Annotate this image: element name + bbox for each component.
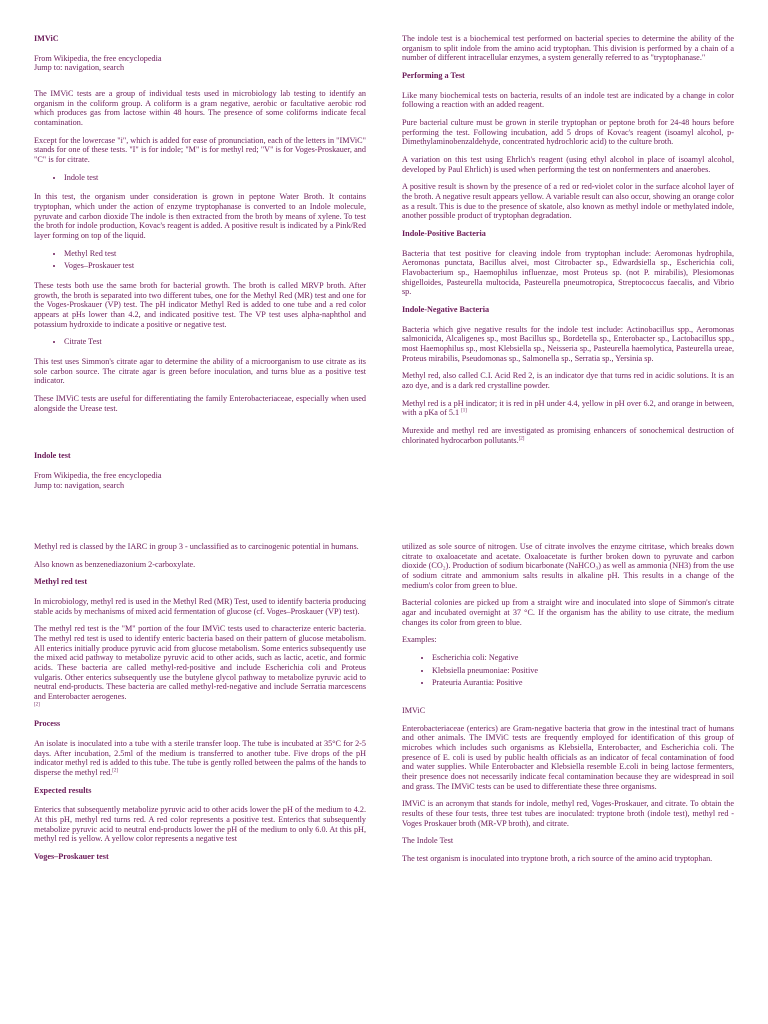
acronym-paragraph: IMViC is an acronym that stands for indole, methyl red, Voges-Proskauer, and citrate. To obtain the results of these four tests, three test tubes are inoculated: tryptone broth (indole test), methyl red - Voges Proskauer broth (MR-VP broth), and citrate. [402, 799, 734, 828]
list-item: • Indole test [64, 173, 366, 183]
imvic-intro: The IMViC tests are a group of individual tests used in microbiology lab testing to identify an organism in the coliform group. A coliform is a gram negative, aerobic or facultative aerobic rod which produces gas from lactose within 48 hours. The presence of some coliforms indicate fecal contamination. [34, 89, 366, 128]
indole-test-title: Indole test [34, 451, 71, 461]
imvic-title: IMViC [34, 34, 59, 43]
bullet-list-citrate [34, 337, 366, 347]
iarc-paragraph: Methyl red is classed by the IARC in group 3 - unclassified as to carcinogenic potential in humans. [34, 542, 359, 551]
process-paragraph [34, 739, 366, 778]
performing-paragraph-1: Like many biochemical tests on bacteria, results of an indole test are indicated by a change in color following a reaction with an added reagent. [402, 90, 734, 110]
imvic-subtitle: IMViC [402, 706, 426, 716]
murexide-paragraph [402, 426, 734, 445]
wiki-source: From Wikipedia, the free encyclopedia Jump to: navigation, search [34, 471, 162, 490]
reference-mark: [2] [518, 436, 525, 442]
list-item: • Prateuria Aurantia: Positive [432, 678, 734, 688]
indole-paragraph: In this test, the organism under consideration is grown in peptone Water Broth. It contains tryptophan, which under the action of enzyme tryptophanase is converted to an Indole molecule, pyruvate and carbon dioxide The indole is then extracted from the broth by means of xylene. To test the broth for indole production, Kovac's reagent is added. A positive result is indicated by a Pink/Red layer forming on top of the liquid. [34, 192, 366, 241]
murexide-text: Murexide and methyl red are investigated as promising enhancers of sonochemical destruction of chlorinated hydrocarbon pollutants. [402, 426, 734, 445]
examples-list [402, 653, 734, 688]
page-bottom [0, 512, 768, 1024]
methyl-red-ph [402, 399, 734, 418]
methyl-red-ph-text: Methyl red is a pH indicator; it is red in pH under 4.4, yellow in pH over 6.2, and orange in between, with a pKa of 5.1 [402, 398, 734, 418]
process-heading: Process [34, 719, 61, 729]
citrate-paragraph: This test uses Simmon's citrate agar to determine the ability of a microorganism to use citrate as its sole carbon source. The citrate agar is green before inoculation, and turns blue as a positive test indicator. [34, 357, 366, 386]
examples-label: Examples: [402, 635, 437, 645]
indole-test-label: The Indole Test [402, 836, 454, 846]
enterobacteriaceae-paragraph: Enterobacteriaceae (enterics) are Gram-negative bacteria that grow in the intestinal tract of humans and other animals. The IMViC tests are frequently employed for identification of this group of microbes which includes such organisms as Klebsiella, Enterobacter, and Escherichia coli. The presence of E. coli is used by public health officials as an indicator of fecal contamination of food and water supplies. While Enterobacter and Klebsiella resemble E.coli in being lactose fermenters, their presence does not necessarily indicate fecal contamination because they are widespread in soil and grass. The IMViC tests can be used to differentiate these three organisms. [402, 723, 734, 791]
m-portion-paragraph [34, 624, 366, 711]
top-right-column [402, 34, 734, 454]
list-item: • Escherichia coli: Negative [432, 653, 734, 663]
bullet-list-indole [34, 173, 366, 183]
performing-heading: Performing a Test [402, 71, 465, 81]
also-known-paragraph: Also known as benzenediazonium 2-carboxylate. [34, 559, 196, 569]
vp-heading: Voges–Proskauer test [34, 852, 109, 862]
bullet-list-mr-vp [34, 249, 366, 271]
methyl-red-test-heading: Methyl red test [34, 577, 88, 587]
reference-mark: [2] [112, 768, 119, 774]
process-text: An isolate is inoculated into a tube with a sterile transfer loop. The tube is incubated at 35°C for 2-5 days. After incubation, 2.5ml of the medium is transferred to another tube. Five drops of the pH indicator methyl red is added to this tube. The tube is gently rolled between the palms of the hands to disperse the methyl red. [34, 739, 366, 778]
bottom-right-column [402, 542, 734, 872]
negative-heading: Indole-Negative Bacteria [402, 305, 490, 315]
positive-paragraph: Bacteria that test positive for cleaving indole from tryptophan include: Aeromonas hydrophila, Aeromonas punctata, Bacillus alvei, most Citrobacter sp., Edwardsiella sp., Escherichia coli, Flavobacterium sp., Haemophilus influenzae, most Proteus sp. (not P. mirabilis), Plesiomonas shigelloides, Pasteurella multocida, Pasteurella pneumotropica, Streptococcus faecalis, and Vibrio sp. [402, 248, 734, 297]
methyl-red-definition: Methyl red, also called C.I. Acid Red 2, is an indicator dye that turns red in acidic solutions. It is an azo dye, and is a dark red crystalline powder. [402, 371, 734, 391]
list-item: • Methyl Red test [64, 249, 366, 259]
positive-heading: Indole-Positive Bacteria [402, 229, 486, 239]
performing-paragraph-4: A positive result is shown by the presence of a red or red-violet color in the surface alcohol layer of the broth. A negative result appears yellow. A variable result can also occur, showing an orange color as a result. This is due to the presence of skatole, also known as methyl indole or methylated indole, another possible product of tryptophan degradation. [402, 182, 734, 221]
list-item: • Klebsiella pneumoniae: Positive [432, 666, 734, 676]
performing-paragraph-3: A variation on this test using Ehrlich's reagent (using ethyl alcohol in place of isoamyl alcohol, developed by Paul Ehrlich) is used when performing the test on nonfermenters and anaerobes. [402, 155, 734, 174]
negative-paragraph: Bacteria which give negative results for the indole test include: Actinobacillus spp., Aeromonas salmonicida, Alcaligenes sp., most Bacillus sp., Bordetella sp., Enterobacter sp., Lactobacillus spp., most Haemophilus sp., most Klebsiella sp., Neisseria sp., Pasteurella haemolytica, Pasteurella ureae, Proteus mirabilis, Pseudomonas sp., Salmonella sp., Serratia sp., Yersinia sp. [402, 324, 734, 363]
m-portion-text: The methyl red test is the "M" portion of the four IMViC tests used to characterize enteric bacteria. The methyl red test is used to identify enteric bacteria based on their pattern of glucose metabolism. All enterics initially produce pyruvic acid from glucose metabolism. Some enterics subsequently use the mixed acid pathway to metabolize pyruvic acid to other acids, such as lactic, acetic, and formic acids. These bacteria are called methyl-red-positive and include Escherichia coli and Proteus vulgaris. Other enterics subsequently use the butylene glycol pathway to metabolize pyruvic acid to neutral end-products. These bacteria are called methyl-red-negative and include Serratia marcescens and Enterobacter aerogenes. [34, 624, 366, 702]
reference-mark: [1] [461, 408, 467, 414]
citrate-continued-paragraph: utilized as sole source of nitrogen. Use of citrate involves the enzyme citritase, which breaks down citrate to oxaloacetate and acetate. Oxaloacetate is further broken down to pyruvate and carbon dioxide (CO₂). Production of sodium bicarbonate (NaHCO₃) as well as ammonia (NH3) from the use of sodium citrate and ammonium salts results in alkaline pH. This results in a change of the medium's color from green to blue. [402, 542, 734, 590]
bottom-left-column [34, 542, 366, 872]
expected-heading: Expected results [34, 785, 92, 795]
colonies-paragraph: Bacterial colonies are picked up from a straight wire and inoculated into slope of Simmon's citrate agar and incubated overnight at 37 °C. If the organism has the ability to use citrate, the medium changes its color from green to blue. [402, 598, 734, 627]
methyl-red-test-paragraph: In microbiology, methyl red is used in the Methyl Red (MR) Test, used to identify bacteria producing stable acids by mechanisms of mixed acid fermentation of glucose (cf. Voges–Proskauer (VP) test). [34, 597, 366, 616]
list-item: • Voges–Proskauer test [64, 261, 366, 271]
performing-paragraph-2: Pure bacterial culture must be grown in sterile tryptophan or peptone broth for 24-48 hours before performing the test. Following incubation, add 5 drops of Kovac's reagent (isoamyl alcohol, p-Dimethylaminobenzaldehyde, concentrated hydrochloric acid) to the culture broth. [402, 118, 734, 147]
expected-paragraph: Enterics that subsequently metabolize pyruvic acid to other acids lower the pH of the medium to 4.2. At this pH, methyl red turns red. A red color represents a positive test. Enterics that subsequently metabolize pyruvic acid to neutral end-products lower the pH of the medium to only 6.0. At this pH, methyl red is yellow. A yellow color represents a negative test [34, 805, 366, 844]
imvic-letters: Except for the lowercase "i", which is added for ease of pronunciation, each of the letters in "IMViC" stands for one of these tests. "I" is for indole; "M" is for methyl red; "V" is for Voges-Proskauer, and "C" is for citrate. [34, 135, 366, 165]
wiki-source: From Wikipedia, the free encyclopedia Jump to: navigation, search [34, 53, 162, 73]
last-paragraph: The test organism is inoculated into tryptone broth, a rich source of the amino acid tryptophan. [402, 854, 713, 864]
indole-intro: The indole test is a biochemical test performed on bacterial species to determine the ability of the organism to split indole from the amino acid tryptophan. This division is performed by a chain of a number of different intracellular enzymes, a system generally referred to as "tryptophanase." [402, 34, 734, 63]
top-left-column [34, 34, 366, 499]
useful-paragraph: These IMViC tests are useful for differentiating the family Enterobacteriaceae, especially when used alongside the Urease test. [34, 394, 366, 413]
reference-mark: [2] [34, 702, 40, 707]
mr-vp-paragraph: These tests both use the same broth for bacterial growth. The broth is called MRVP broth. After growth, the broth is separated into two different tubes, one for the Methyl Red (MR) test and one for the Voges-Proskauer (VP) test. The pH indicator Methyl Red is added to one tube and a red color appears at pHs lower than 4.2, and indicated positive test. The VP test uses alpha-naphthol and potassium hydroxide to indicate a positive or negative test. [34, 281, 366, 329]
list-item: • Citrate Test [64, 337, 366, 347]
